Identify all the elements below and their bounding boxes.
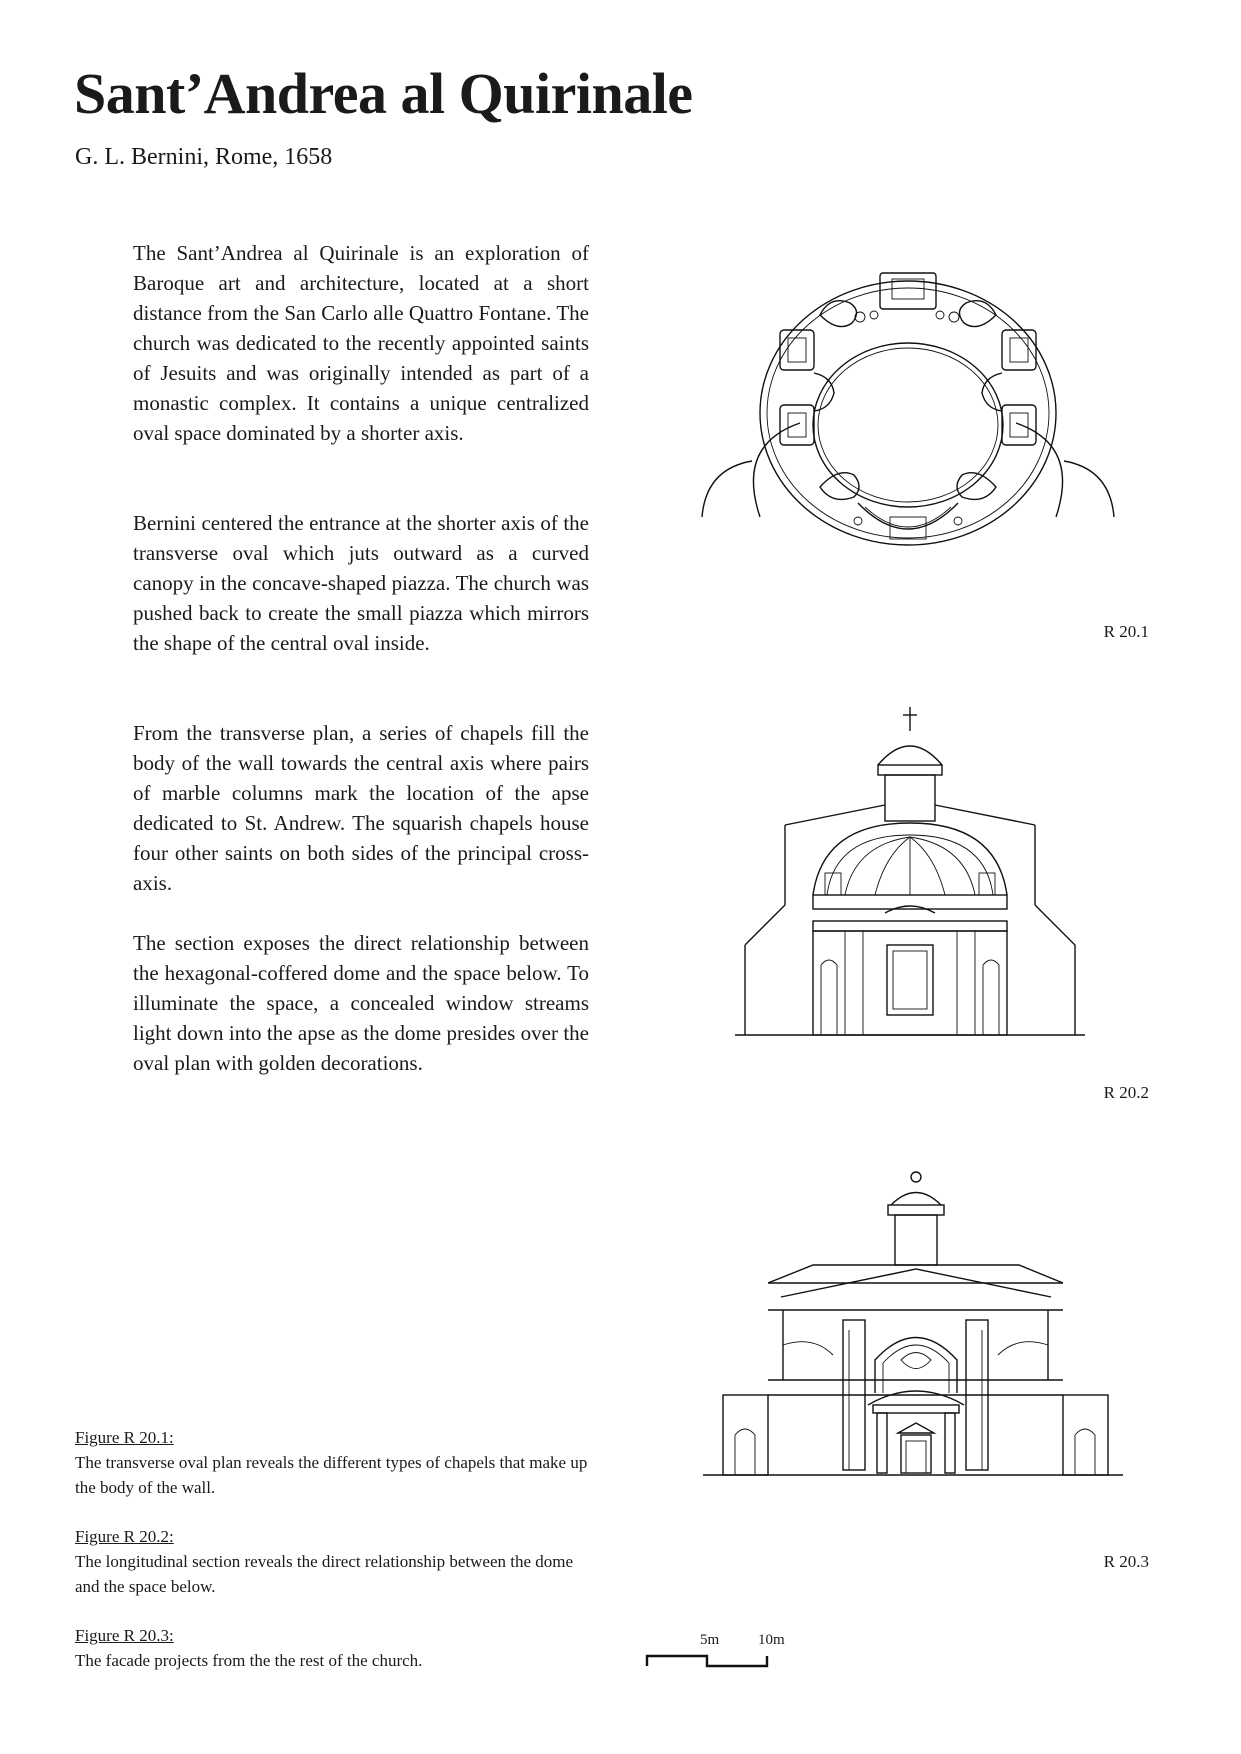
caption-heading: Figure R 20.3: [75,1626,174,1645]
caption-text: The transverse oval plan reveals the different types of chapels that make up the body of the wall. [75,1453,588,1497]
body-paragraph: From the transverse plan, a series of chapels fill the body of the wall towards the central axis where pairs of marble columns mark the location of the apse dedicated to St. Andrew. The squarish chapels house four other saints on both sides of the principal cross-axis. [133,721,589,895]
figure-label: R 20.2 [1103,1083,1149,1102]
caption-text: The facade projects from the the rest of the church. [75,1651,423,1670]
figure-caption [75,1623,595,1673]
figure-caption [75,1524,595,1599]
scale-label-5m: 5m [700,1632,720,1648]
figure-caption [75,1425,595,1500]
page-subtitle: G. L. Bernini, Rome, 1658 [75,144,333,170]
scale-label-10m: 10m [758,1632,785,1648]
plan-drawing [740,255,1070,585]
figure-label: R 20.3 [1103,1552,1149,1571]
body-paragraph: Bernini centered the entrance at the shorter axis of the transverse oval which juts outward as a curved canopy in the concave-shaped piazza. The church was pushed back to create the small piazza which mirrors the shape of the central oval inside. [133,511,589,655]
body-paragraph: The Sant’Andrea al Quirinale is an exploration of Baroque art and architecture, located at a short distance from the San Carlo alle Quattro Fontane. The church was dedicated to the recently appointed saints of Jesuits and was originally intended as part of a monastic complex. It contains a unique centralized oval space dominated by a shorter axis. [133,241,589,445]
caption-heading: Figure R 20.2: [75,1527,174,1546]
body-paragraph: The section exposes the direct relationship between the hexagonal-coffered dome and the space below. To illuminate the space, a concealed window streams light down into the apse as the dome presides over the oval plan with golden decorations. [133,931,589,1075]
scale-bar [645,1650,775,1670]
caption-text: The longitudinal section reveals the direct relationship between the dome and the space below. [75,1552,574,1596]
facade-drawing [703,1165,1123,1500]
page-title: Sant’Andrea al Quirinale [74,61,693,126]
section-drawing [735,705,1085,1050]
figure-label: R 20.1 [1103,622,1149,641]
caption-heading: Figure R 20.1: [75,1428,174,1447]
